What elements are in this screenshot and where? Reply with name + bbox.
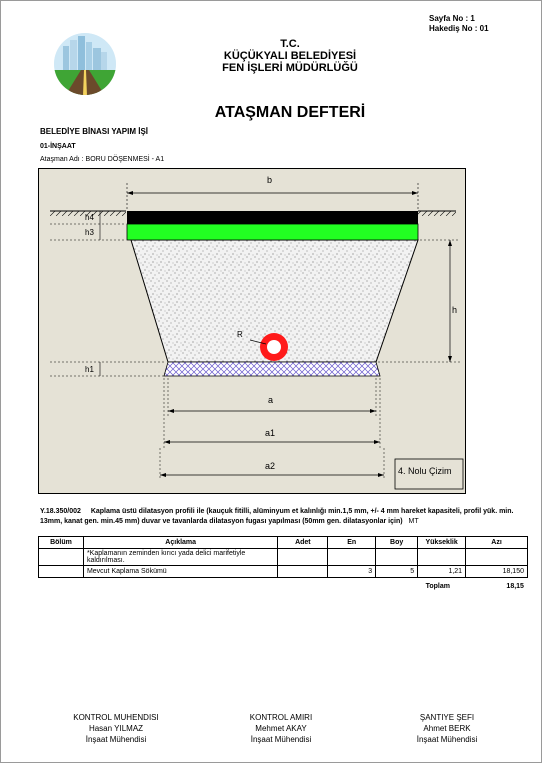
header-tc: T.C. [280, 38, 300, 50]
label-r: R [237, 330, 243, 339]
header-municipality: KÜÇÜKYALI BELEDİYESİ [223, 50, 357, 62]
label-h4: h4 [85, 213, 94, 222]
job-name: BELEDİYE BİNASI YAPIM İŞİ [40, 127, 149, 136]
total-row [390, 583, 528, 590]
col-bolum: Bölüm [39, 537, 84, 549]
label-b: b [267, 175, 273, 185]
signature-name: Hasan YILMAZ [88, 724, 144, 733]
cell: Mevcut Kaplama Sökümü [83, 566, 277, 578]
page-title: ATAŞMAN DEFTERİ [214, 104, 366, 121]
cell: *Kaplamanın zeminden kırıcı yada delici marifetiyle kaldırılması. [83, 549, 277, 566]
item-description [40, 507, 530, 527]
attachment-value: BORU DÖŞENMESİ - A1 [85, 156, 165, 163]
header-directorate: FEN İŞLERİ MÜDÜRLÜĞÜ [222, 62, 358, 74]
cell [376, 549, 418, 566]
col-boy: Boy [376, 537, 418, 549]
signature-role: KONTROL MUHENDISI [73, 713, 159, 722]
cell [39, 549, 84, 566]
signature-control-engineer [46, 712, 186, 745]
signature-role: ŞANTIYE ŞEFI [419, 713, 475, 722]
asphalt-layer-h4 [127, 211, 418, 224]
signature-title: İnşaat Mühendisi [416, 735, 478, 744]
col-alan: Azı [466, 537, 528, 549]
item-unit: MT [408, 518, 419, 525]
cell: 3 [328, 566, 376, 578]
cell: 5 [376, 566, 418, 578]
cell [328, 549, 376, 566]
signature-site-chief [377, 712, 517, 745]
attachment-label: Ataşman Adı : [40, 156, 84, 163]
col-adet: Adet [278, 537, 328, 549]
label-a1: a1 [265, 428, 276, 438]
trench-drawing [38, 168, 466, 494]
signature-title: İnşaat Mühendisi [85, 735, 147, 744]
municipality-logo [53, 32, 117, 96]
signature-name: Mehmet AKAY [255, 724, 307, 733]
label-h3: h3 [85, 228, 94, 237]
item-text: Kaplama üstü dilatasyon profili ile (kauçuk fitilli, alüminyum et kalınlığı min.1,5 mm, +/- 4 mm hareket kapasiteli, profil yük. min. 13mm, kanat gen. min.45 mm) duvar ve tavanlarda dilatasyon fugası yapılması (50mm gen. dilatasyonlar için) [40, 508, 514, 525]
signature-name: Ahmet BERK [423, 724, 471, 733]
total-label: Toplam [425, 583, 450, 590]
col-aciklama: Açıklama [83, 537, 277, 549]
hakedis-number: Hakediş No : 01 [429, 24, 489, 33]
signature-role: KONTROL AMIRI [249, 713, 313, 722]
drawing-caption: 4. Nolu Çizim [398, 466, 452, 476]
total-value: 18,15 [506, 583, 524, 590]
col-en: En [328, 537, 376, 549]
cell [418, 549, 466, 566]
table-row [39, 549, 528, 566]
base-layer-h3 [127, 224, 418, 240]
cell [466, 549, 528, 566]
cell [39, 566, 84, 578]
label-h1: h1 [85, 365, 94, 374]
label-h: h [452, 305, 458, 315]
item-code: Y.18.350/002 [40, 508, 81, 515]
page-number: Sayfa No : 1 [429, 14, 475, 23]
signature-title: İnşaat Mühendisi [250, 735, 312, 744]
label-a: a [268, 395, 274, 405]
signature-control-chief [211, 712, 351, 745]
cell: 18,150 [466, 566, 528, 578]
page-info [429, 14, 489, 34]
cell [278, 566, 328, 578]
section-code: 01-İNŞAAT [40, 143, 76, 150]
table-header-row [39, 537, 528, 549]
attachment-name [40, 156, 164, 163]
cell [278, 549, 328, 566]
table-row [39, 566, 528, 578]
quantity-table [38, 536, 528, 578]
cell: 1,21 [418, 566, 466, 578]
bedding-layer [164, 362, 380, 376]
label-a2: a2 [265, 461, 276, 471]
ground-hatch-right [418, 211, 456, 216]
col-yukseklik: Yükseklik [418, 537, 466, 549]
